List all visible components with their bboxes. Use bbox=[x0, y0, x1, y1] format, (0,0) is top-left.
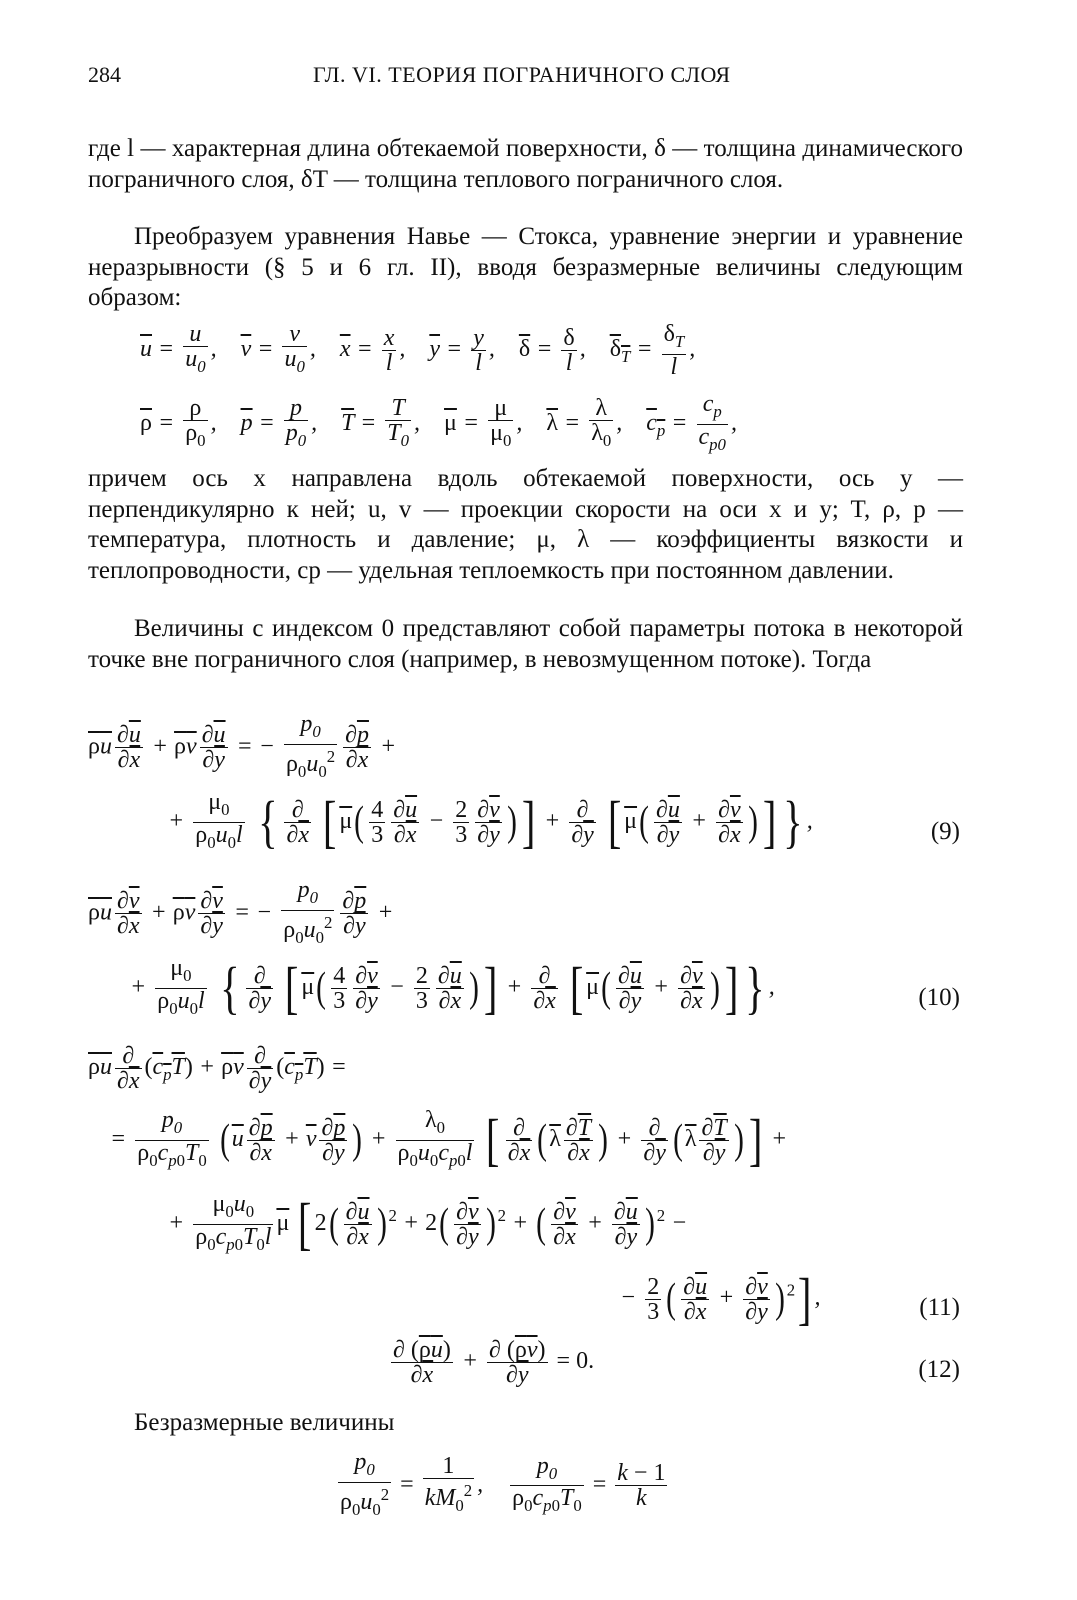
equation-9: $\overline{\rho}\overline{u}$ $\frac{\partial\overline{u}}{\partial\overline{x}}$ + $\overline{\rho}\overline{v}$ $\frac{\partial\overline{u}}{\partial\overline{y}}$ = − $\frac{p_0}{\rho_0u_0^2}$ $\frac{\partial\overline{p}}{\partial\overline{x}}$ + + $\frac{\mu_0}{\rho_0u_0l}$ { $\frac{\partial}{\partial\overline{x}}$ [ $\overline{\mu}$( $\frac{4}{3}$ $\frac{\partial\overline{u}}{\partial\overline{x}}$ − $\frac{2}{3}$ $\frac{\partial\overline{v}}{\partial\overline{y}}$ )] + $\frac{\partial}{\partial\overline{y}}$ [ $\overline{\mu}$( $\frac{\partial\overline{u}}{\partial\overline{y}}$ + $\frac{\partial\overline{v}}{\partial\overline{x}}$ )] } , (9) bbox=[88, 711, 960, 855]
paragraph-dimensionless: Безразмерные величины bbox=[134, 1409, 395, 1436]
dimensionless-definitions-row-1: $\overline{u}$ = $\frac{u}{u_0}$ , $\overline{v}$ = $\frac{v}{u_0}$ , $\overline{x}$ = $\frac{x}{l}$ , $\overline{y}$ = $\frac{y}{l}$ , $\overline{\delta}$ = $\frac{\delta}{l}$ , $\delta_T$ = $\frac{\delta_T}{l}$ , bbox=[140, 321, 696, 380]
running-title: ГЛ. VI. ТЕОРИЯ ПОГРАНИЧНОГО СЛОЯ bbox=[313, 62, 731, 87]
paragraph-notation: причем ось x направлена вдоль обтекаемой поверхности, ось y — перпендикулярно к ней; u, v — проекции скорости на оси x и y; T, ρ, p — температура, плотность и давление; μ, λ — коэффициенты вязкости и теплопроводности, cp — удельная теплоемкость при постоянном давлении. bbox=[88, 465, 963, 584]
page-number: 284 bbox=[88, 62, 121, 87]
page-header bbox=[88, 62, 968, 92]
equation-12: $\frac{\partial (\overline{\rho}\overline{u})}{\partial\overline{x}}$ + $\frac{\partial (\overline{\rho}\overline{v})}{\partial\overline{y}}$ = 0. (12) bbox=[393, 1337, 960, 1388]
equation-number-10: (10) bbox=[918, 984, 960, 1011]
equation-number-9: (9) bbox=[930, 818, 960, 845]
paragraph-definitions: где l — характерная длина обтекаемой поверхности, δ — толщина динамического пограничного слоя, δT — толщина теплового пограничного слоя. bbox=[88, 135, 963, 193]
equation-10: $\overline{\rho}\overline{u}$ $\frac{\partial\overline{v}}{\partial\overline{x}}$ + $\overline{\rho}\overline{v}$ $\frac{\partial\overline{v}}{\partial\overline{y}}$ = − $\frac{p_0}{\rho_0u_0^2}$ $\frac{\partial\overline{p}}{\partial\overline{y}}$ + + $\frac{\mu_0}{\rho_0u_0l}$ { $\frac{\partial}{\partial\overline{y}}$ [ $\overline{\mu}$( $\frac{4}{3}$ $\frac{\partial\overline{v}}{\partial\overline{y}}$ − $\frac{2}{3}$ $\frac{\partial\overline{u}}{\partial\overline{x}}$ )] + $\frac{\partial}{\partial\overline{x}}$ [ $\overline{\mu}$( $\frac{\partial\overline{u}}{\partial\overline{y}}$ + $\frac{\partial\overline{v}}{\partial\overline{x}}$ )] } , (10) bbox=[88, 877, 960, 1021]
paragraph-index-zero: Величины с индексом 0 представляют собой параметры потока в некоторой точке вне пограничного слоя (например, в невозмущенном потоке). Тогда bbox=[88, 615, 963, 673]
dimensionless-groups: $\frac{p_0}{\rho_0u_0^2}$ = $\frac{1}{kM_0^2}$ , $\frac{p_0}{\rho_0c_{p0}T_0}$ = $\frac{k - 1}{k}$ bbox=[340, 1449, 666, 1519]
equation-number-11: (11) bbox=[919, 1294, 960, 1321]
equation-number-12: (12) bbox=[918, 1356, 960, 1383]
paragraph-transform: Преобразуем уравнения Навье — Стокса, уравнение энергии и уравнение неразрывности (§ 5 и 6 гл. II), вводя безразмерные величины следующим образом: bbox=[88, 223, 963, 311]
equation-11: $\overline{\rho}\overline{u}$ $\frac{\partial}{\partial\overline{x}}$ $(c_p\overline{T}) + \overline{\rho}\overline{v}$ $\frac{\partial}{\partial\overline{y}}$ $(c_p\overline{T})$ = = $\frac{p_0}{\rho_0c_{p0}T_0}$ ($\overline{u}$ $\frac{\partial\overline{p}}{\partial\overline{x}}$ + $\overline{v}$ $\frac{\partial\overline{p}}{\partial\overline{y}}$ ) + $\frac{\lambda_0}{\rho_0u_0c_{p0}l}$ [ $\frac{\partial}{\partial\overline{x}}$ ($\overline{\lambda}$ $\frac{\partial\overline{T}}{\partial\overline{x}}$ ) + $\frac{\partial}{\partial\overline{y}}$ ($\overline{\lambda}$ $\frac{\partial\overline{T}}{\partial\overline{y}}$ )] + + $\frac{\mu_0u_0}{\rho_0c_{p0}T_0l}$ $\overline{\mu}$ [ 2( $\frac{\partial\overline{u}}{\partial\overline{x}}$ ) $^2$ + 2( $\frac{\partial\overline{v}}{\partial\overline{y}}$ ) $^2$ + ( $\frac{\partial\overline{v}}{\partial\overline{x}}$ + $\frac{\partial\overline{u}}{\partial\overline{y}}$ ) $^2$ − − $\frac{2}{3}$ ( $\frac{\partial\overline{u}}{\partial\overline{x}}$ + $\frac{\partial\overline{v}}{\partial\overline{y}}$ ) $^2$] , (11) bbox=[88, 1043, 960, 1331]
dimensionless-definitions-row-2: $\overline{\rho}$ = $\frac{\rho}{\rho_0}$ , $\overline{p}$ = $\frac{p}{p_0}$ , $\overline{T}$ = $\frac{T}{T_0}$ , $\overline{\mu}$ = $\frac{\mu}{\mu_0}$ , $\overline{\lambda}$ = $\frac{\lambda}{\lambda_0}$ , $c_p$ = $\frac{c_p}{c_{p0}}$ , bbox=[140, 391, 737, 454]
